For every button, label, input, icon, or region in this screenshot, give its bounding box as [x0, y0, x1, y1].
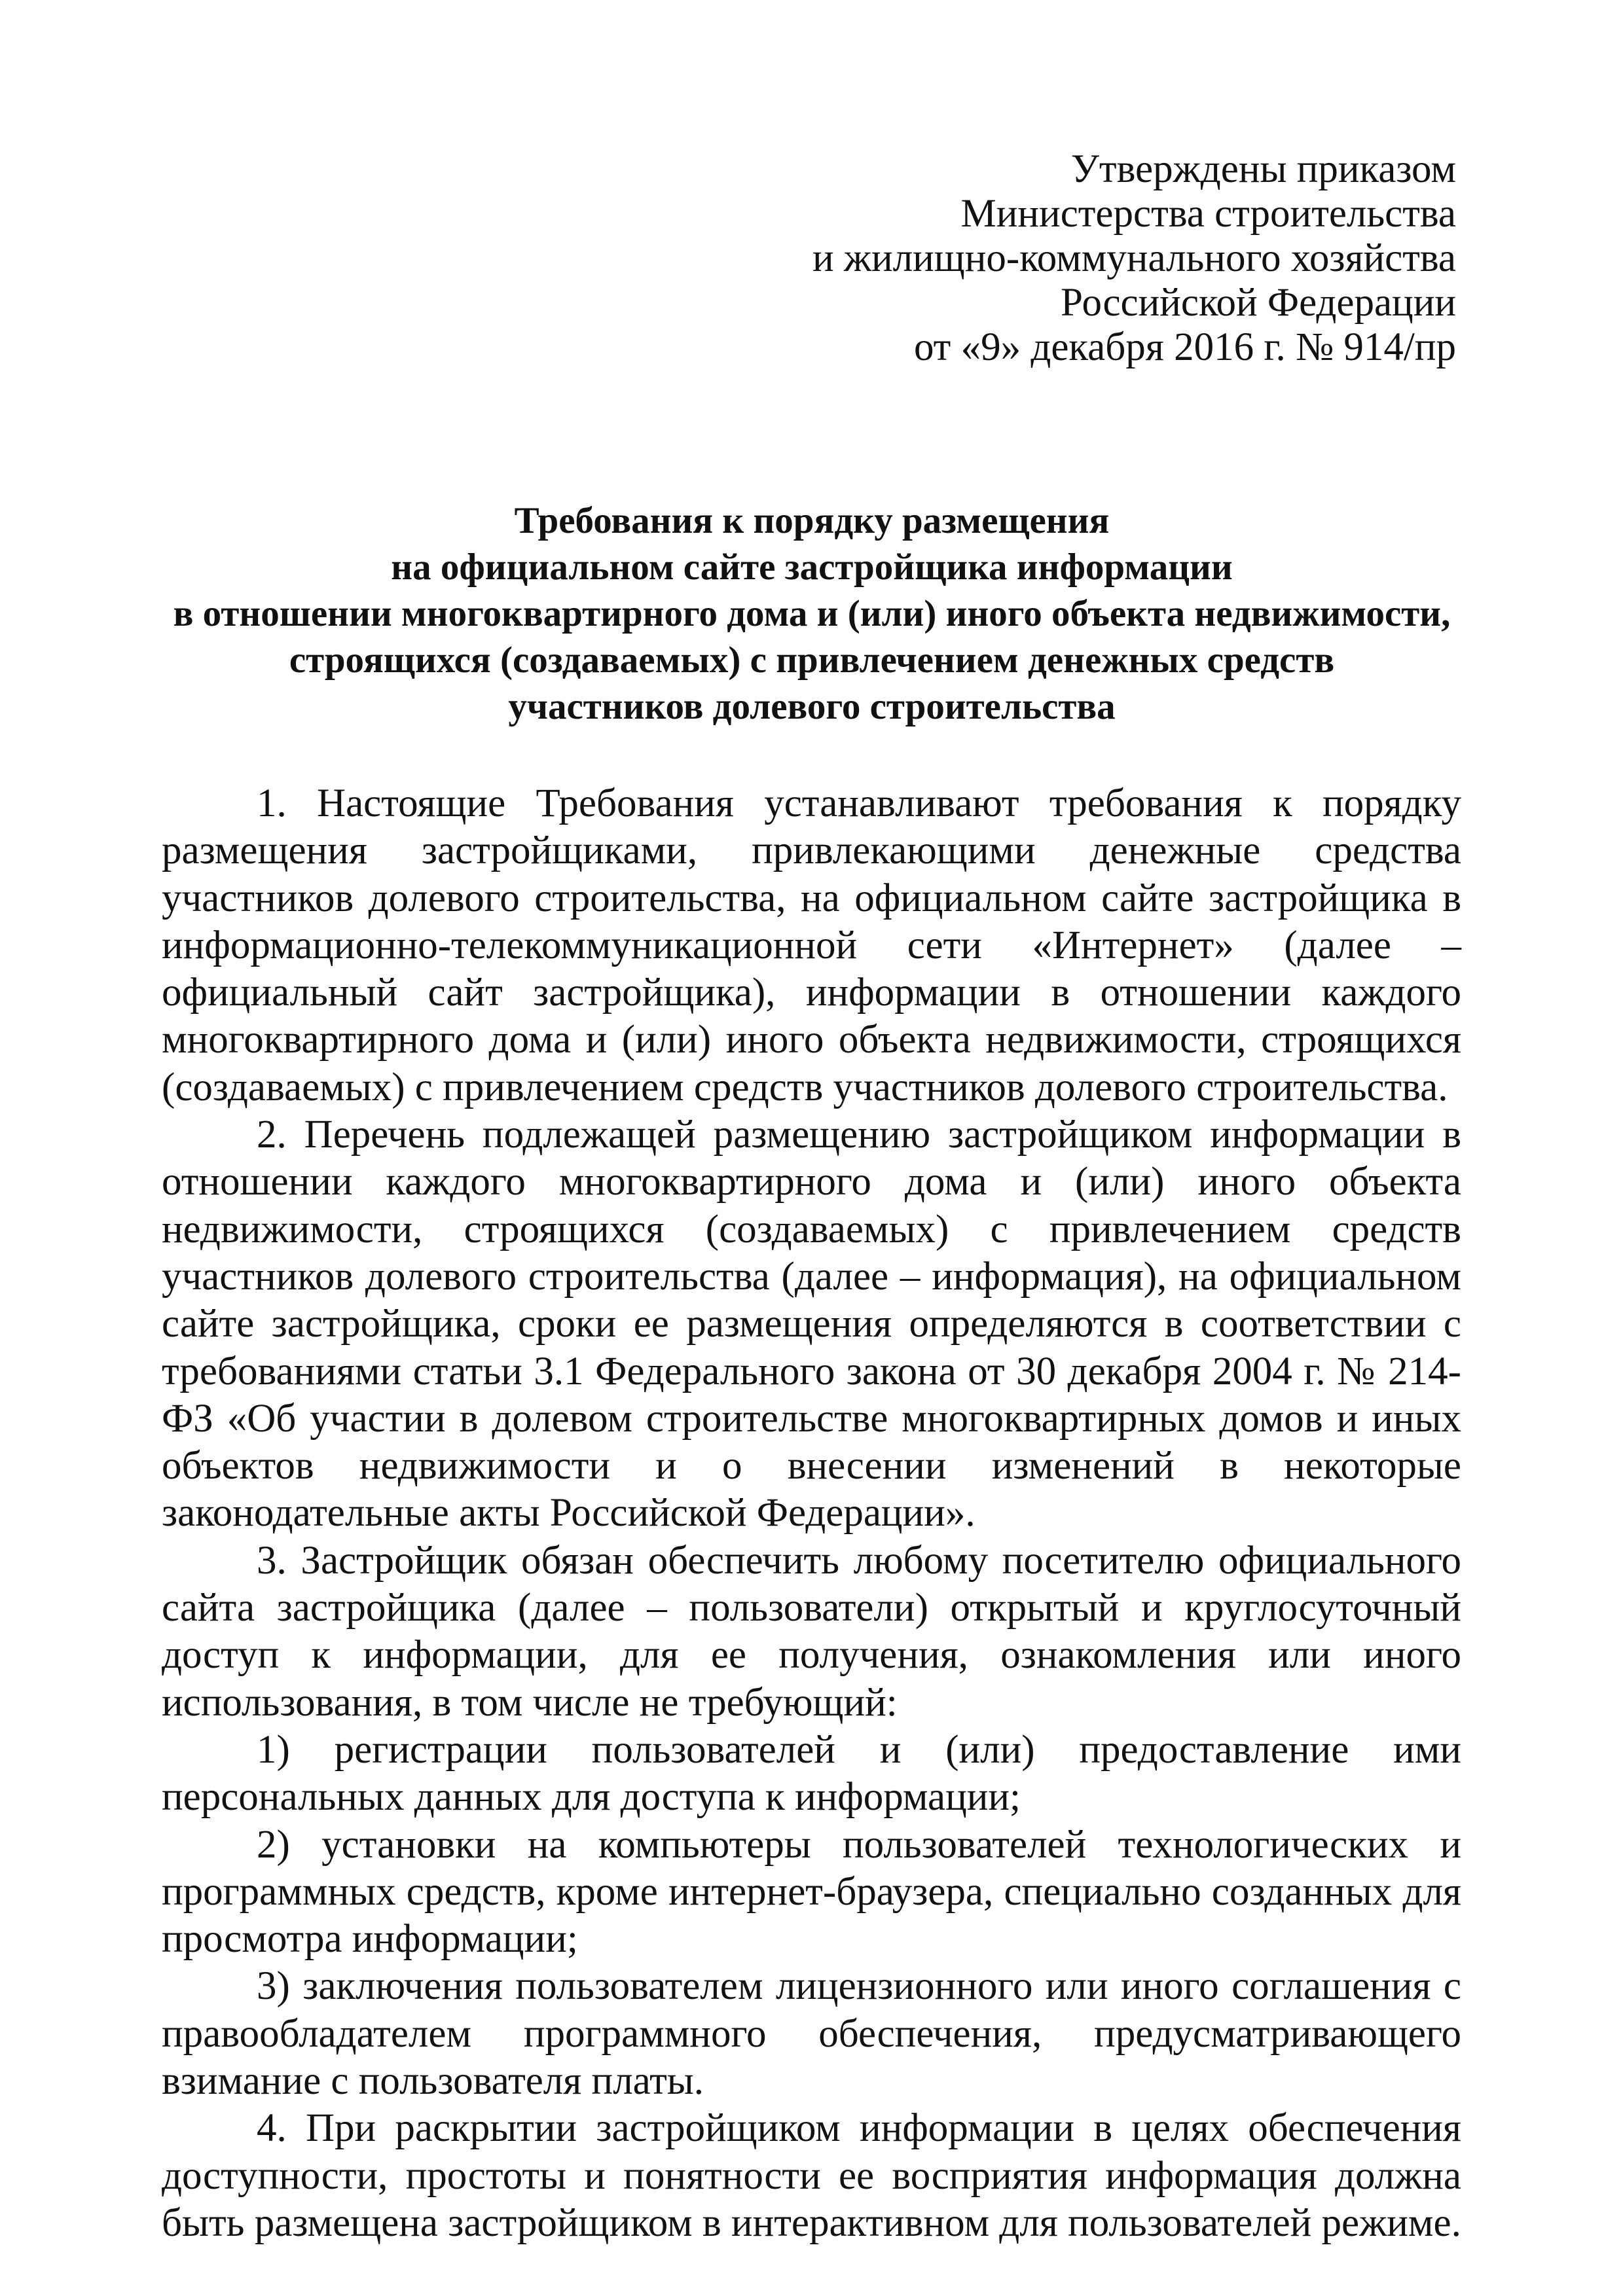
- approval-date-line: от «9» декабря 2016 г. № 914/пр: [913, 325, 1456, 369]
- paragraph-4: 4. При раскрытии застройщиком информации в целях обеспечения доступности, простоты и понятности ее восприятия информация должна быть размещена застройщиком в интерактивном для пользователей режиме.: [162, 2106, 1461, 2245]
- paragraph-3-item-2: 2) установки на компьютеры пользователей технологических и программных средств, кроме интернет-браузера, специально созданных для просмотра информации;: [162, 1822, 1461, 1962]
- document-title: [131, 497, 1493, 730]
- approval-line: Утверждены приказом: [1070, 147, 1456, 191]
- approval-line: и жилищно-коммунального хозяйства: [812, 236, 1456, 280]
- title-line: строящихся (создаваемых) с привлечением денежных средств: [289, 639, 1335, 681]
- paragraph-3-item-1: 1) регистрации пользователей и (или) предоставление ими персональных данных для доступа к информации;: [162, 1727, 1461, 1820]
- title-line: Требования к порядку размещения: [514, 500, 1110, 541]
- paragraph-3-item-3: 3) заключения пользователем лицензионного или иного соглашения с правообладателем программного обеспечения, предусматривающего взимание с пользователя платы.: [162, 1964, 1461, 2104]
- paragraph-3: 3. Застройщик обязан обеспечить любому посетителю официального сайта застройщика (далее – пользователи) открытый и круглосуточный доступ к информации, для ее получения, ознакомления или иного использования, в том числе не требующий:: [162, 1538, 1461, 1725]
- title-line: участников долевого строительства: [508, 686, 1116, 727]
- title-line: в отношении многоквартирного дома и (или) иного объекта недвижимости,: [173, 593, 1451, 634]
- paragraph-2: 2. Перечень подлежащей размещению застройщиком информации в отношении каждого многоквартирного дома и (или) иного объекта недвижимости, строящихся (создаваемых) с привлечением средств участников долевого строительства (далее – информация), на официальном сайте застройщика, сроки ее размещения определяются в соответствии с требованиями статьи 3.1 Федерального закона от 30 декабря 2004 г. № 214-ФЗ «Об участии в долевом строительстве многоквартирных домов и иных объектов недвижимости и о внесении изменений в некоторые законодательные акты Российской Федерации».: [162, 1113, 1461, 1535]
- approval-line: Министерства строительства: [960, 192, 1456, 236]
- approval-line: Российской Федерации: [1061, 281, 1456, 325]
- document-body: [162, 780, 1461, 2247]
- paragraph-1: 1. Настоящие Требования устанавливают требования к порядку размещения застройщиками, привлекающими денежные средства участников долевого строительства, на официальном сайте застройщика в информационно-телекоммуникационной сети «Интернет» (далее – официальный сайт застройщика), информации в отношении каждого многоквартирного дома и (или) иного объекта недвижимости, строящихся (создаваемых) с привлечением средств участников долевого строительства.: [162, 781, 1461, 1109]
- title-line: на официальном сайте застройщика информации: [391, 547, 1233, 588]
- approval-block: [812, 147, 1456, 370]
